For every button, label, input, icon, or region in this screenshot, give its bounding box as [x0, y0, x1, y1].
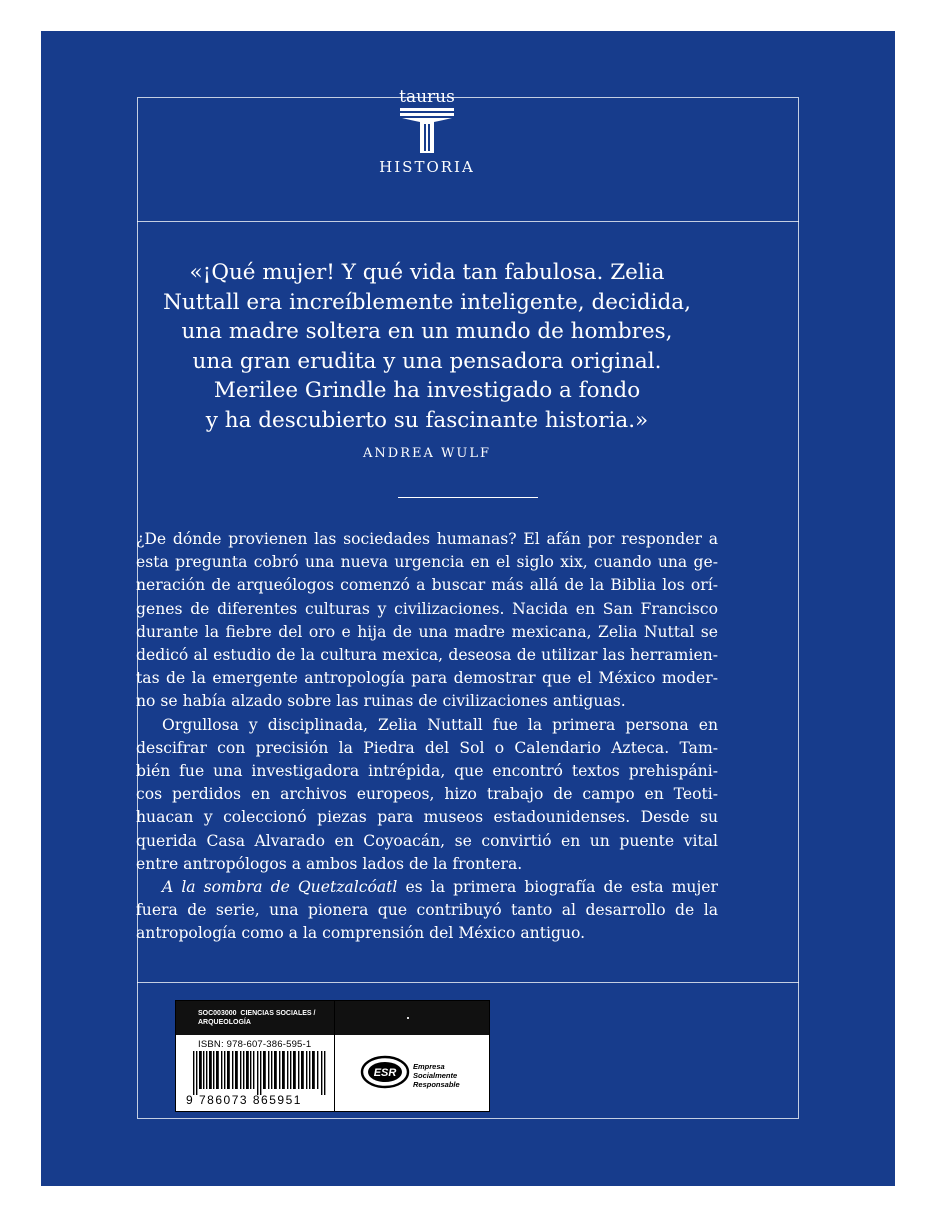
isbn-text: ISBN: 978-607-386-595-1	[198, 1039, 312, 1050]
text-line: Orgullosa y disciplinada, Zelia Nuttall fue la primera persona en	[162, 715, 718, 734]
text-fragment: es la primera biografía de esta mujer	[397, 878, 718, 897]
text-line: neración de arqueólogos comenzó a buscar más allá de la Biblia los orí-	[136, 576, 718, 595]
text-line: bién fue una investigadora intrépida, que encontró textos prehispáni-	[136, 762, 718, 781]
text-line: dedicó al estudio de la cultura mexica, deseosa de utilizar las herramien-	[136, 646, 718, 665]
quote-author: ANDREA WULF	[363, 446, 491, 461]
header-divider	[137, 221, 799, 222]
text-line: cos perdidos en archivos europeos, hizo trabajo de campo en Teoti-	[136, 785, 718, 804]
quote-line: Nuttall era increíblemente inteligente, decidida,	[163, 289, 691, 315]
barcode-icon	[190, 1051, 328, 1095]
text-line: no se había alzado sobre las ruinas de civilizaciones antiguas.	[136, 692, 626, 711]
category-line2: ARQUEOLOGÍA	[198, 1019, 251, 1026]
text-line: descifrar con precisión la Piedra del Sol o Calendario Azteca. Tam-	[136, 738, 718, 757]
quote-line: una madre soltera en un mundo de hombres,	[181, 319, 673, 344]
category-label	[176, 1001, 334, 1035]
esr-caption	[413, 1062, 460, 1089]
text-line: entre antropólogos a ambos lados de la frontera.	[136, 854, 523, 873]
category-code: SOC003000	[198, 1010, 237, 1017]
barcode-digits: 9 786073 865951	[186, 1093, 302, 1107]
text-line: fuera de serie, una pionera que contribuyó tanto al desarrollo de la	[136, 901, 718, 920]
publisher-logo	[330, 88, 524, 176]
footer-divider	[137, 982, 799, 983]
logo-series: HISTORIA	[379, 158, 475, 176]
panel-separator	[334, 1001, 335, 1111]
quote-rule	[398, 497, 538, 498]
barcode-panel	[175, 1000, 490, 1112]
text-line: esta pregunta cobró una nueva urgencia en el siglo xix, cuando una ge-	[136, 553, 718, 572]
text-line: tas de la emergente antropología para demostrar que el México moder-	[136, 669, 718, 688]
text-line	[136, 876, 718, 899]
quote-line: y ha descubierto su fascinante historia.»	[205, 407, 649, 433]
text-line: huacan y coleccionó piezas para museos estadounidenses. Desde su	[136, 808, 718, 827]
quote-line: una gran erudita y una pensadora original.	[192, 348, 662, 374]
synopsis-paragraph-1	[136, 528, 718, 714]
esr-logo-text: ESR	[373, 1067, 397, 1079]
text-line: genes de diferentes culturas y civilizaciones. Nacida en San Francisco	[136, 599, 718, 618]
taurus-t-icon	[398, 106, 456, 156]
text-line: durante la fiebre del oro e hija de una madre mexicana, Zelia Nuttal se	[136, 622, 718, 641]
text-line: ¿De dónde provienen las sociedades humanas? El afán por responder a	[136, 530, 718, 548]
logo-brand: taurus	[399, 87, 455, 107]
synopsis-paragraph-2	[136, 714, 718, 876]
esr-line: Empresa	[413, 1062, 445, 1071]
text-line: querida Casa Alvarado en Coyoacán, se convirtió en un puente vital	[136, 831, 718, 850]
esr-logo-icon	[360, 1055, 410, 1089]
blurb-quote	[96, 258, 758, 435]
quote-line: Merilee Grindle ha investigado a fondo	[213, 378, 641, 403]
quote-line: «¡Qué mujer! Y qué vida tan fabulosa. Zelia	[189, 260, 665, 285]
book-title: A la sombra de Quetzalcóatl	[162, 878, 398, 897]
category-line1: CIENCIAS SOCIALES /	[240, 1010, 316, 1017]
synopsis	[136, 528, 718, 946]
blank-label	[335, 1001, 489, 1035]
esr-line: Responsable	[413, 1080, 460, 1089]
esr-line: Socialmente	[413, 1071, 458, 1080]
synopsis-paragraph-3	[136, 876, 718, 946]
text-line: antropología como a la comprensión del México antiguo.	[136, 924, 586, 943]
